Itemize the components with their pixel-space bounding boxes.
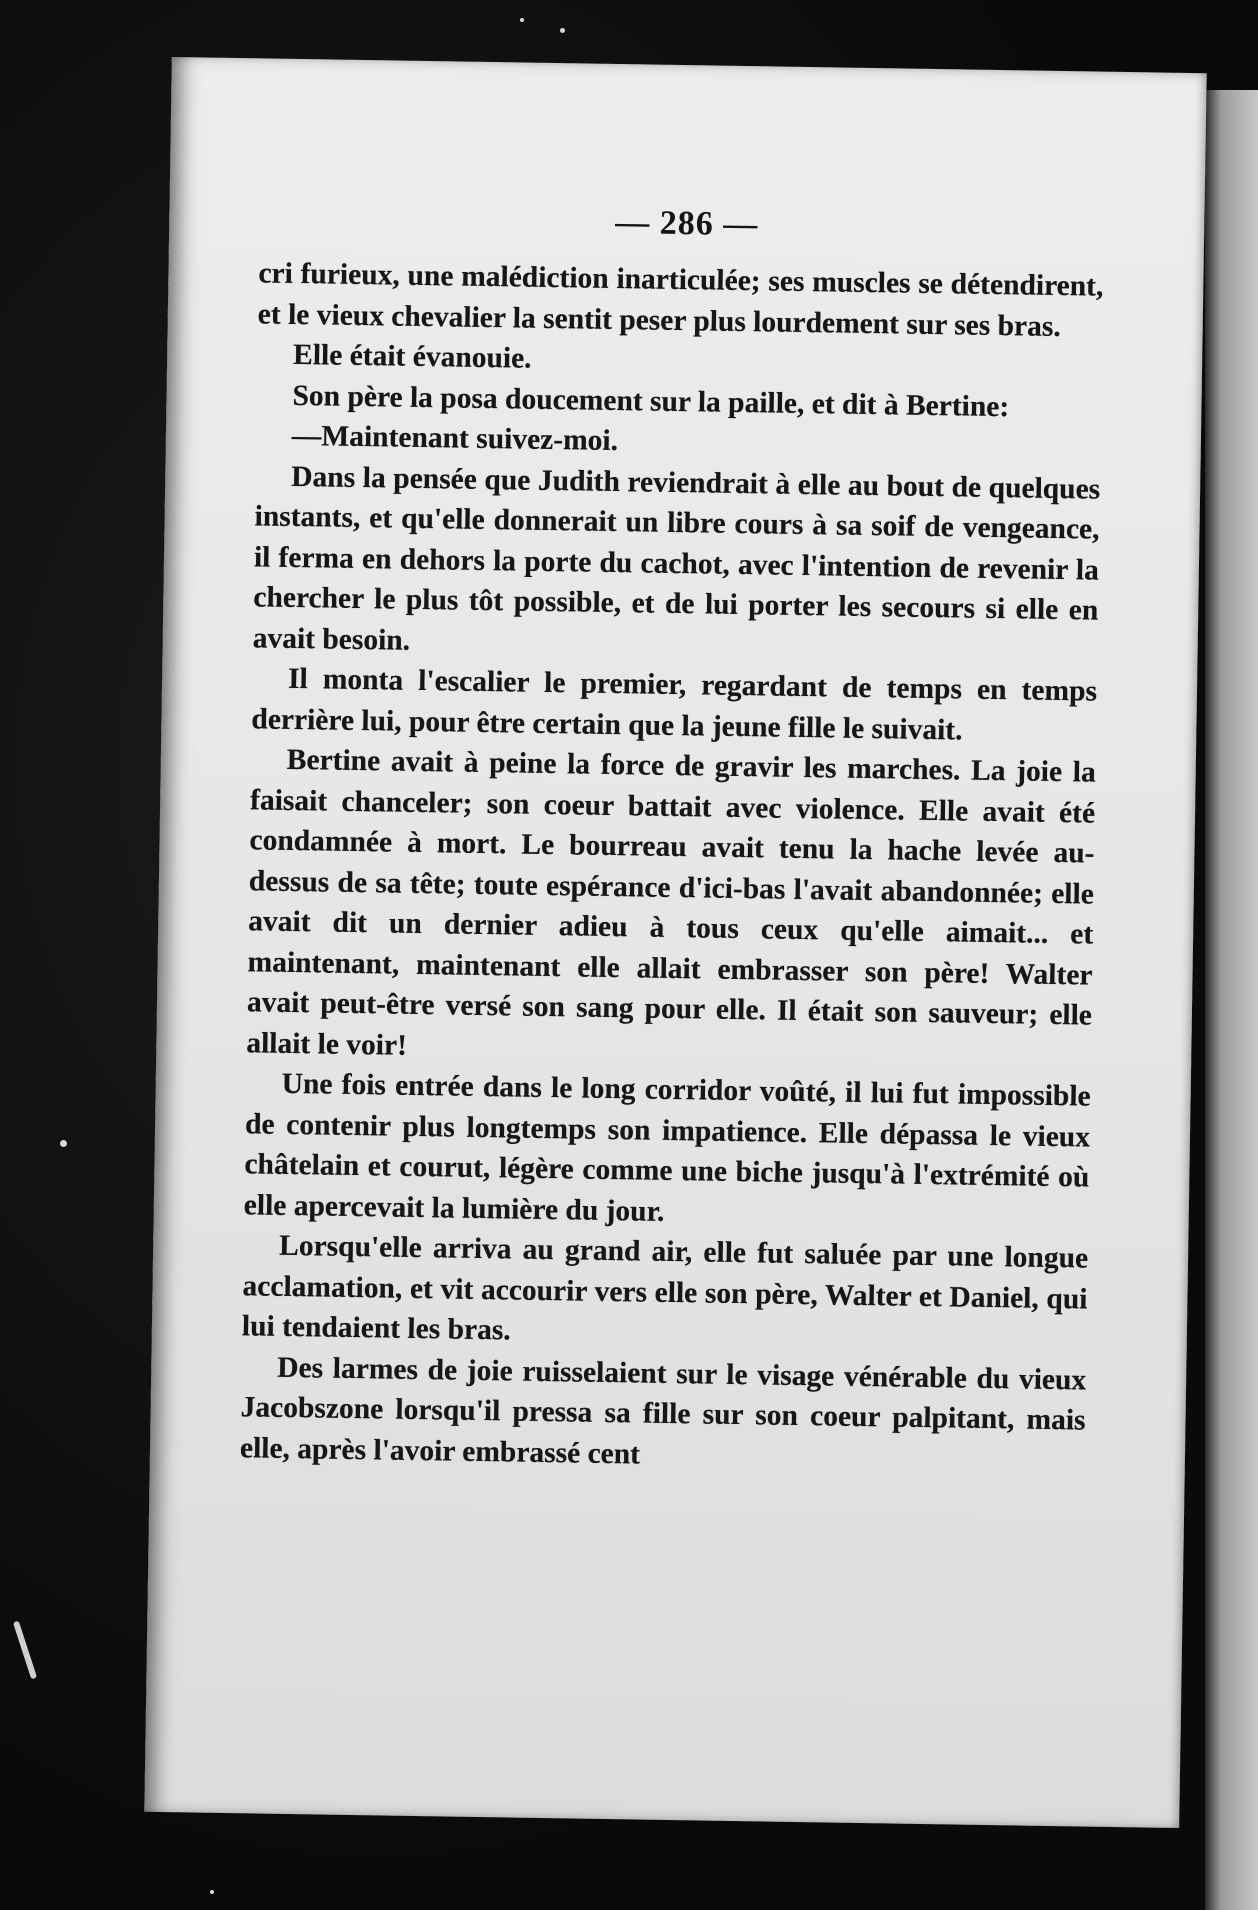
paragraph: —Maintenant suivez-moi. [291,419,619,458]
dust-mark [13,1621,37,1680]
paragraph: Bertine avait à peine la force de gravir les marches. La joie la faisait chanceler; son coeur battait avec violence. Elle avait été condamnée à mort. Le bourreau avait tenu la hache levée au-dessus de sa tête; toute espérance d'ici-bas l'avait abandonnée; elle avait dit un dernier adieu à tous ceux qu'elle aimait... et maintenant, maintenant elle allait embrasser son père! Walter avait peut-être versé son sang pour elle. Il était son sauveur; elle allait le voir! [246,743,1096,1062]
paragraph: Des larmes de joie ruisselaient sur le visage vénérable du vieux Jacobszone lorsqu'il pressa sa fille sur son coeur palpitant, mais elle, après l'avoir embrassé cent [239,1351,1087,1471]
dust-mark [60,1140,67,1147]
dust-mark [560,28,565,33]
paragraph: Il monta l'escalier le premier, regardant de temps en temps derrière lui, pour être certain que la jeune fille le suivait. [251,662,1098,746]
paragraph: cri furieux, une malédiction inarticulée; ses muscles se détendirent, et le vieux chevalier la sentit peser plus lourdement sur ses bras. [257,257,1104,343]
paragraph: Une fois entrée dans le long corridor voûté, il lui fut impossible de contenir plus longtemps son impatience. Elle dépassa le vieux châtelain et courut, légère comme une biche jusqu'à l'extrémité où elle apercevait la lumière du jour. [243,1067,1091,1228]
dust-mark [210,1890,214,1894]
book-page [144,57,1206,1828]
paragraph: Elle était évanouie. [292,338,532,375]
dust-mark [520,18,524,22]
page-number: — 286 — [615,203,759,244]
paragraph: Lorsqu'elle arriva au grand air, elle fut saluée par une longue acclamation, et vit accourir vers elle son père, Walter et Daniel, qui lui tendaient les bras. [241,1229,1089,1347]
paragraph: Dans la pensée que Judith reviendrait à elle au bout de quelques instants, et qu'elle donnerait un libre cours à sa soif de vengeance, il ferma en dehors la porte du cachot, avec l'intention de revenir la chercher le plus tôt possible, et de lui porter les secours si elle en avait besoin. [252,460,1101,657]
page-body-text [240,253,1104,1481]
facing-page-edge [1205,90,1258,1910]
paragraph: Son père la posa doucement sur la paille, et dit à Bertine: [292,379,1010,423]
